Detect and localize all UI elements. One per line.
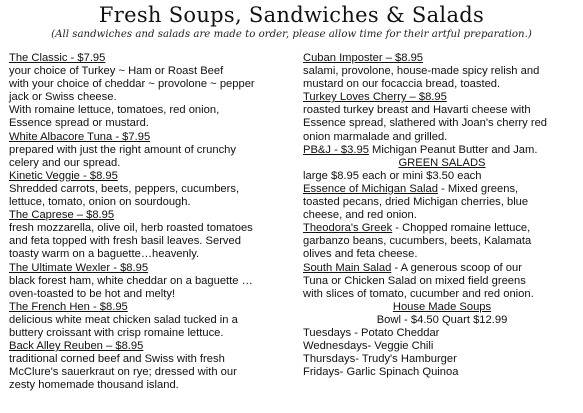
right-column [303,52,581,379]
menu-title: Fresh Soups, Sandwiches & Salads [98,3,485,27]
item-desc-line: lettuce, tomato, onion on sourdough. [9,196,191,209]
item-desc-line: toasty warm on a baguette…heavenly. [9,248,200,261]
item-desc-line: Shredded carrots, beets, peppers, cucumbers, [9,182,240,195]
item-greek [303,222,581,235]
item-title-classic: The Classic - $7.95 [9,52,106,64]
item-south-main [303,262,581,275]
item-title-caprese: The Caprese – $8.95 [9,209,115,222]
item-essence [303,183,581,196]
item-desc-line: and feta topped with fresh basil leaves. Served [9,235,241,248]
item-desc-line: With romaine lettuce, tomatoes, red onion, [9,104,220,117]
soup-day-friday: Fridays- Garlic Spinach Quinoa [303,366,459,379]
section-heading-soups: House Made Soups [392,300,492,313]
item-desc-line: - Chopped romaine lettuce, [392,222,531,235]
item-title-pbj: PB&J - $3.95 [303,143,369,156]
item-title-wexler: The Ultimate Wexler - $8.95 [9,261,149,274]
item-desc-line: Tuna or Chicken Salad on mixed field greens [303,274,526,287]
section-heading-green-salads: GREEN SALADS [398,156,486,169]
item-desc-line: - A generous scoop of our [391,261,522,274]
item-title-french-hen: The French Hen - $8.95 [9,300,128,313]
item-desc-line: your choice of Turkey ~ Ham or Roast Beef [9,65,224,78]
soup-day-wednesday: Wednesdays- Veggie Chili [303,340,434,353]
item-desc-line: delicious white meat chicken salad tucked in a [9,313,238,326]
item-desc-line: prepared with just the right amount of crunchy [9,143,236,156]
item-desc-line: oven-toasted to be hot and melty! [9,287,176,300]
item-desc-pbj: Michigan Peanut Butter and Jam. [368,143,538,156]
item-desc-line: Essence spread or mustard. [9,117,149,130]
item-desc-line: Essence spread, slathered with Joan's cherry red [303,117,548,130]
item-desc-line: toasted pecans, dried Michigan cherries, blue [303,196,529,209]
soup-day-thursday: Thursdays- Trudy's Hamburger [303,353,457,366]
item-title-south-main-salad: South Main Salad [303,261,392,274]
soup-price-line: Bowl - $4.50 Quart $12.99 [376,313,508,326]
item-desc-line: jack or Swiss cheese. [9,91,117,104]
item-desc-line: cheese, and red onion. [303,209,417,222]
item-desc-line: with slices of tomato, cucumber and red onion. [303,287,534,300]
item-desc-line: onion marmalade and grilled. [303,130,448,143]
salad-price-line: large $8.95 each or mini $3.50 each [303,169,482,182]
item-desc-line: roasted turkey breast and Havarti cheese with [303,104,531,117]
item-title-veggie: Kinetic Veggie - $8.95 [9,169,118,182]
item-desc-line: traditional corned beef and Swiss with fresh [9,353,225,366]
left-column [9,52,291,392]
item-title-reuben: Back Alley Reuben – $8.95 [9,340,144,353]
item-desc-line: fresh mozzarella, olive oil, herb roasted tomatoes [9,222,253,235]
item-desc-line: salami, provolone, house-made spicy relish and [303,65,540,78]
item-pbj [303,144,581,157]
item-desc-line: celery and our spread. [9,156,121,169]
item-desc-line: zesty homemade thousand island. [9,379,179,392]
item-desc-line: buttery croissant with crisp romaine lettuce. [9,326,224,339]
menu-subtitle: (All sandwiches and salads are made to order, please allow time for their artful preparation.) [51,29,532,40]
item-desc-line: - Mixed greens, [437,182,519,195]
item-desc-line: McClure's sauerkraut on rye; dressed with our [9,366,237,379]
item-title-tuna: White Albacore Tuna - $7.95 [9,130,151,143]
item-desc-line: olives and feta cheese. [303,248,418,261]
item-title-greek-salad: Theodora's Greek [303,222,393,235]
item-desc-line: garbanzo beans, cucumbers, beets, Kalamata [303,235,532,248]
item-desc-line: with your choice of cheddar ~ provolone ~ pepper [9,78,255,91]
soup-day-tuesday: Tuesdays - Potato Cheddar [303,326,440,339]
item-title-cuban: Cuban Imposter – $8.95 [303,52,424,64]
item-title-turkey-cherry: Turkey Loves Cherry – $8.95 [303,91,447,104]
item-desc-line: black forest ham, white cheddar on a baguette … [9,274,253,287]
item-desc-line: mustard on our focaccia bread, toasted. [303,78,501,91]
item-title-essence-salad: Essence of Michigan Salad [303,182,438,195]
